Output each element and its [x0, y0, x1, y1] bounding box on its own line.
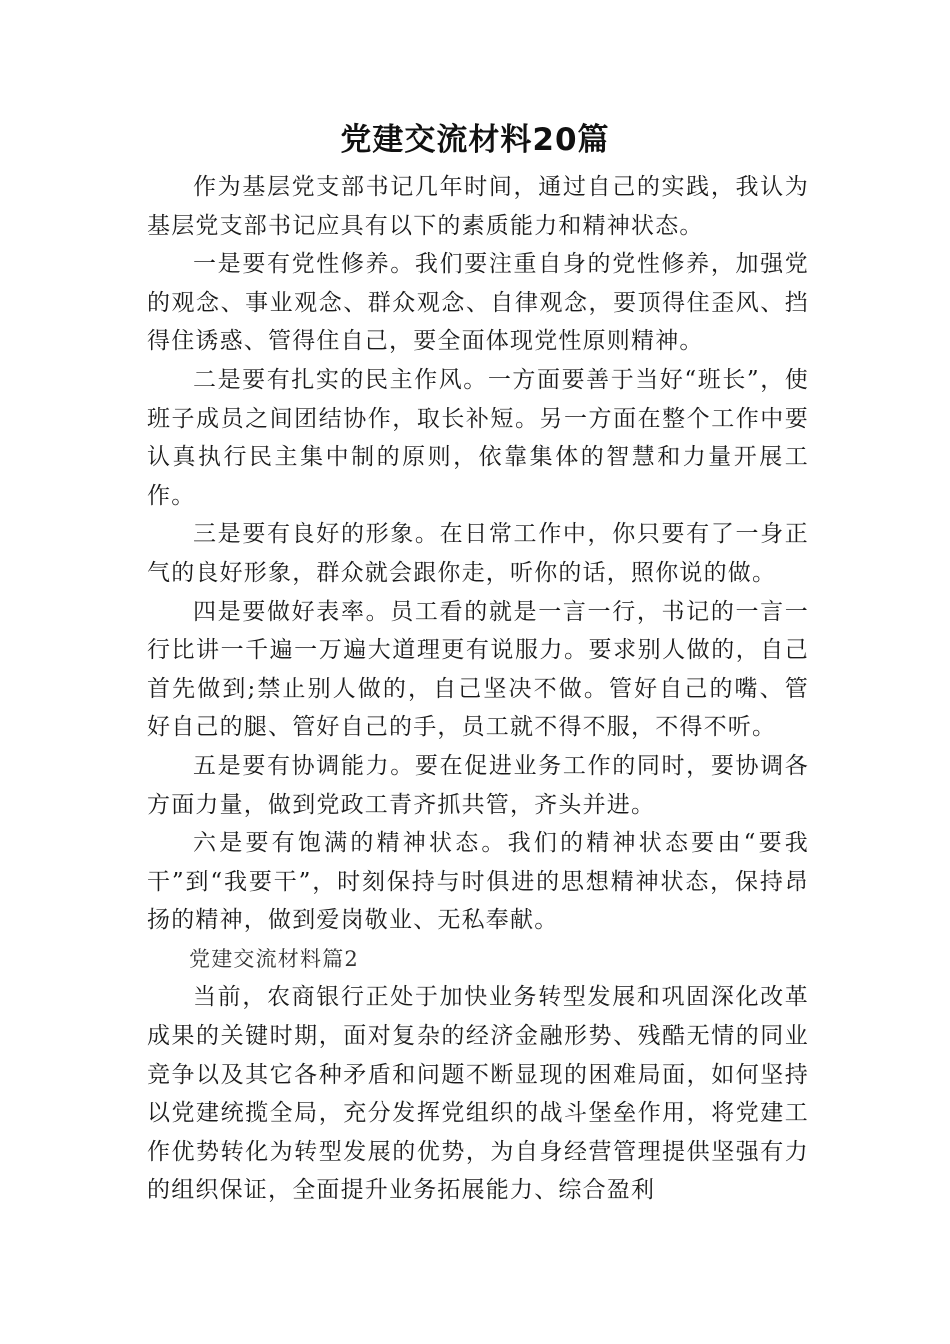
section-2-paragraph: 当前，农商银行正处于加快业务转型发展和巩固深化改革成果的关键时期，面对复杂的经济金融形势、残酷无情的同业竞争以及其它各种矛盾和问题不断显现的困难局面，如何坚持以党建统揽全局，充分发挥党组织的战斗堡垒作用，将党建工作优势转化为转型发展的优势，为自身经营管理提供坚强有力的组织保证，全面提升业务拓展能力、综合盈利: [147, 984, 809, 1204]
paragraph-point-5: 五是要有协调能力。要在促进业务工作的同时，要协调各方面力量，做到党政工青齐抓共管，齐头并进。: [147, 752, 809, 818]
paragraph-point-1: 一是要有党性修养。我们要注重自身的党性修养，加强党的观念、事业观念、群众观念、自律观念，要顶得住歪风、挡得住诱惑、管得住自己，要全面体现党性原则精神。: [147, 251, 809, 355]
paragraph-intro: 作为基层党支部书记几年时间，通过自己的实践，我认为基层党支部书记应具有以下的素质能力和精神状态。: [147, 174, 809, 239]
paragraph-point-2: 二是要有扎实的民主作风。一方面要善于当好“班长”，使班子成员之间团结协作，取长补短。另一方面在整个工作中要认真执行民主集中制的原则，依靠集体的智慧和力量开展工作。: [147, 366, 809, 509]
section-2-heading: 党建交流材料篇2: [189, 946, 359, 971]
paragraph-point-4: 四是要做好表率。员工看的就是一言一行，书记的一言一行比讲一千遍一万遍大道理更有说服力。要求别人做的，自己首先做到;禁止别人做的，自己坚决不做。管好自己的嘴、管好自己的腿、管好自己的手，员工就不得不服，不得不听。: [147, 598, 809, 741]
paragraph-point-3: 三是要有良好的形象。在日常工作中，你只要有了一身正气的良好形象，群众就会跟你走，听你的话，照你说的做。: [147, 521, 809, 586]
paragraph-point-6: 六是要有饱满的精神状态。我们的精神状态要由“要我干”到“我要干”，时刻保持与时俱进的思想精神状态，保持昂扬的精神，做到爱岗敬业、无私奉献。: [147, 830, 809, 934]
document-body: [147, 168, 809, 1210]
document-title: 党建交流材料20篇: [340, 122, 610, 158]
